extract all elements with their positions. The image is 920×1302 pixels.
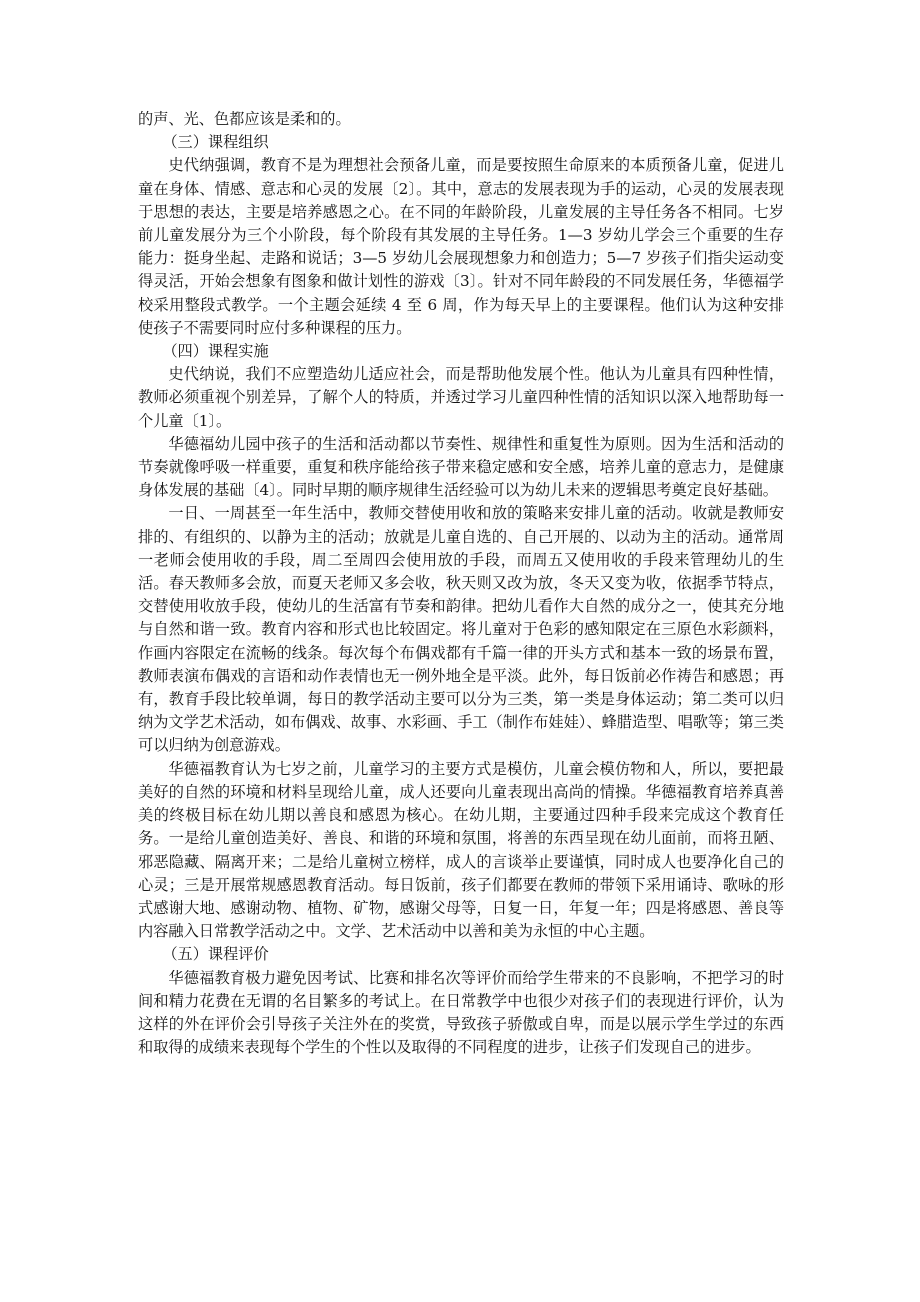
body-paragraph: 史代纳说，我们不应塑造幼儿适应社会，而是帮助他发展个性。他认为儿童具有四种性情，教师必须重视个别差异，了解个人的特质，并透过学习儿童四种性情的活知识以深入地帮助每一个儿童〔1〕。	[138, 365, 784, 430]
body-paragraph: 华德福幼儿园中孩子的生活和活动都以节奏性、规律性和重复性为原则。因为生活和活动的节奏就像呼吸一样重要，重复和秩序能给孩子带来稳定感和安全感，培养儿童的意志力，是健康身体发展的基础〔4〕。同时早期的顺序规律生活经验可以为幼儿未来的逻辑思考奠定良好基础。	[138, 434, 784, 500]
body-paragraph: 华德福教育认为七岁之前，儿童学习的主要方式是模仿，儿童会模仿物和人，所以，要把最美好的自然的环境和材料呈现给儿童，成人还要向儿童表现出高尚的情操。华德福教育培养真善美的终极目标在幼儿期以善良和感恩为核心。在幼儿期，主要通过四种手段来完成这个教育任务。一是给儿童创造美好、善良、和谐的环境和氛围，将善的东西呈现在幼儿面前，而将丑陋、邪恶隐藏、隔离开来；二是给儿童树立榜样，成人的言谈举止要谨慎，同时成人也要净化自己的心灵；三是开展常规感恩教育活动。每日饭前，孩子们都要在教师的带领下采用诵诗、歌咏的形式感谢大地、感谢动物、植物、矿物，感谢父母等，日复一日，年复一年；四是将感恩、善良等内容融入日常教学活动之中。文学、艺术活动中以善和美为永恒的中心主题。	[138, 759, 784, 941]
paragraph-continuation: 的声、光、色都应该是柔和的。	[138, 110, 351, 128]
section-heading-curriculum-evaluation: （五）课程评价	[162, 945, 269, 964]
section-heading-curriculum-implementation: （四）课程实施	[162, 342, 269, 361]
section-heading-curriculum-organization: （三）课程组织	[162, 133, 269, 152]
body-paragraph: 一日、一周甚至一年生活中，教师交替使用收和放的策略来安排儿童的活动。收就是教师安排的、有组织的、以静为主的活动；放就是儿童自选的、自己开展的、以动为主的活动。通常周一老师会使用收的手段，周二至周四会使用放的手段，而周五又使用收的手段来管理幼儿的生活。春天教师多会放，而夏天老师又多会收，秋天则又改为放，冬天又变为收，依据季节特点，交替使用收放手段，使幼儿的生活富有节奏和韵律。把幼儿看作大自然的成分之一，使其充分地与自然和谐一致。教育内容和形式也比较固定。将儿童对于色彩的感知限定在三原色水彩颜料，作画内容限定在流畅的线条。每次每个布偶戏都有千篇一律的开头方式和基本一致的场景布置，教师表演布偶戏的言语和动作表情也无一例外地全是平淡。此外，每日饭前必作祷告和感恩；再有，教育手段比较单调，每日的教学活动主要可以分为三类，第一类是身体运动；第二类可以归纳为文学艺术活动，如布偶戏、故事、水彩画、手工（制作布娃娃）、蜂腊造型、唱歌等；第三类可以归纳为创意游戏。	[138, 504, 784, 755]
body-paragraph: 史代纳强调，教育不是为理想社会预备儿童，而是要按照生命原来的本质预备儿童，促进儿童在身体、情感、意志和心灵的发展〔2〕。其中，意志的发展表现为手的运动，心灵的发展表现于思想的表达，主要是培养感恩之心。在不同的年龄阶段，儿童发展的主导任务各不相同。七岁前儿童发展分为三个小阶段，每个阶段有其发展的主导任务。1—3 岁幼儿学会三个重要的生存能力：挺身坐起、走路和说话；3—5 岁幼儿会展现想象力和创造力；5—7 岁孩子们指尖运动变得灵活，开始会想象有图象和做计划性的游戏〔3〕。针对不同年龄段的不同发展任务，华德福学校采用整段式教学。一个主题会延续 4 至 6 周，作为每天早上的主要课程。他们认为这种安排使孩子不需要同时应付多种课程的压力。	[138, 156, 784, 337]
document-page	[138, 108, 784, 1059]
body-paragraph: 华德福教育极力避免因考试、比赛和排名次等评价而给学生带来的不良影响，不把学习的时间和精力花费在无谓的名目繁多的考试上。在日常教学中也很少对孩子们的表现进行评价，认为这样的外在评价会引导孩子关注外在的奖赏，导致孩子骄傲或自卑，而是以展示学生学过的东西和取得的成绩来表现每个学生的个性以及取得的不同程度的进步，让孩子们发现自己的进步。	[138, 968, 784, 1057]
